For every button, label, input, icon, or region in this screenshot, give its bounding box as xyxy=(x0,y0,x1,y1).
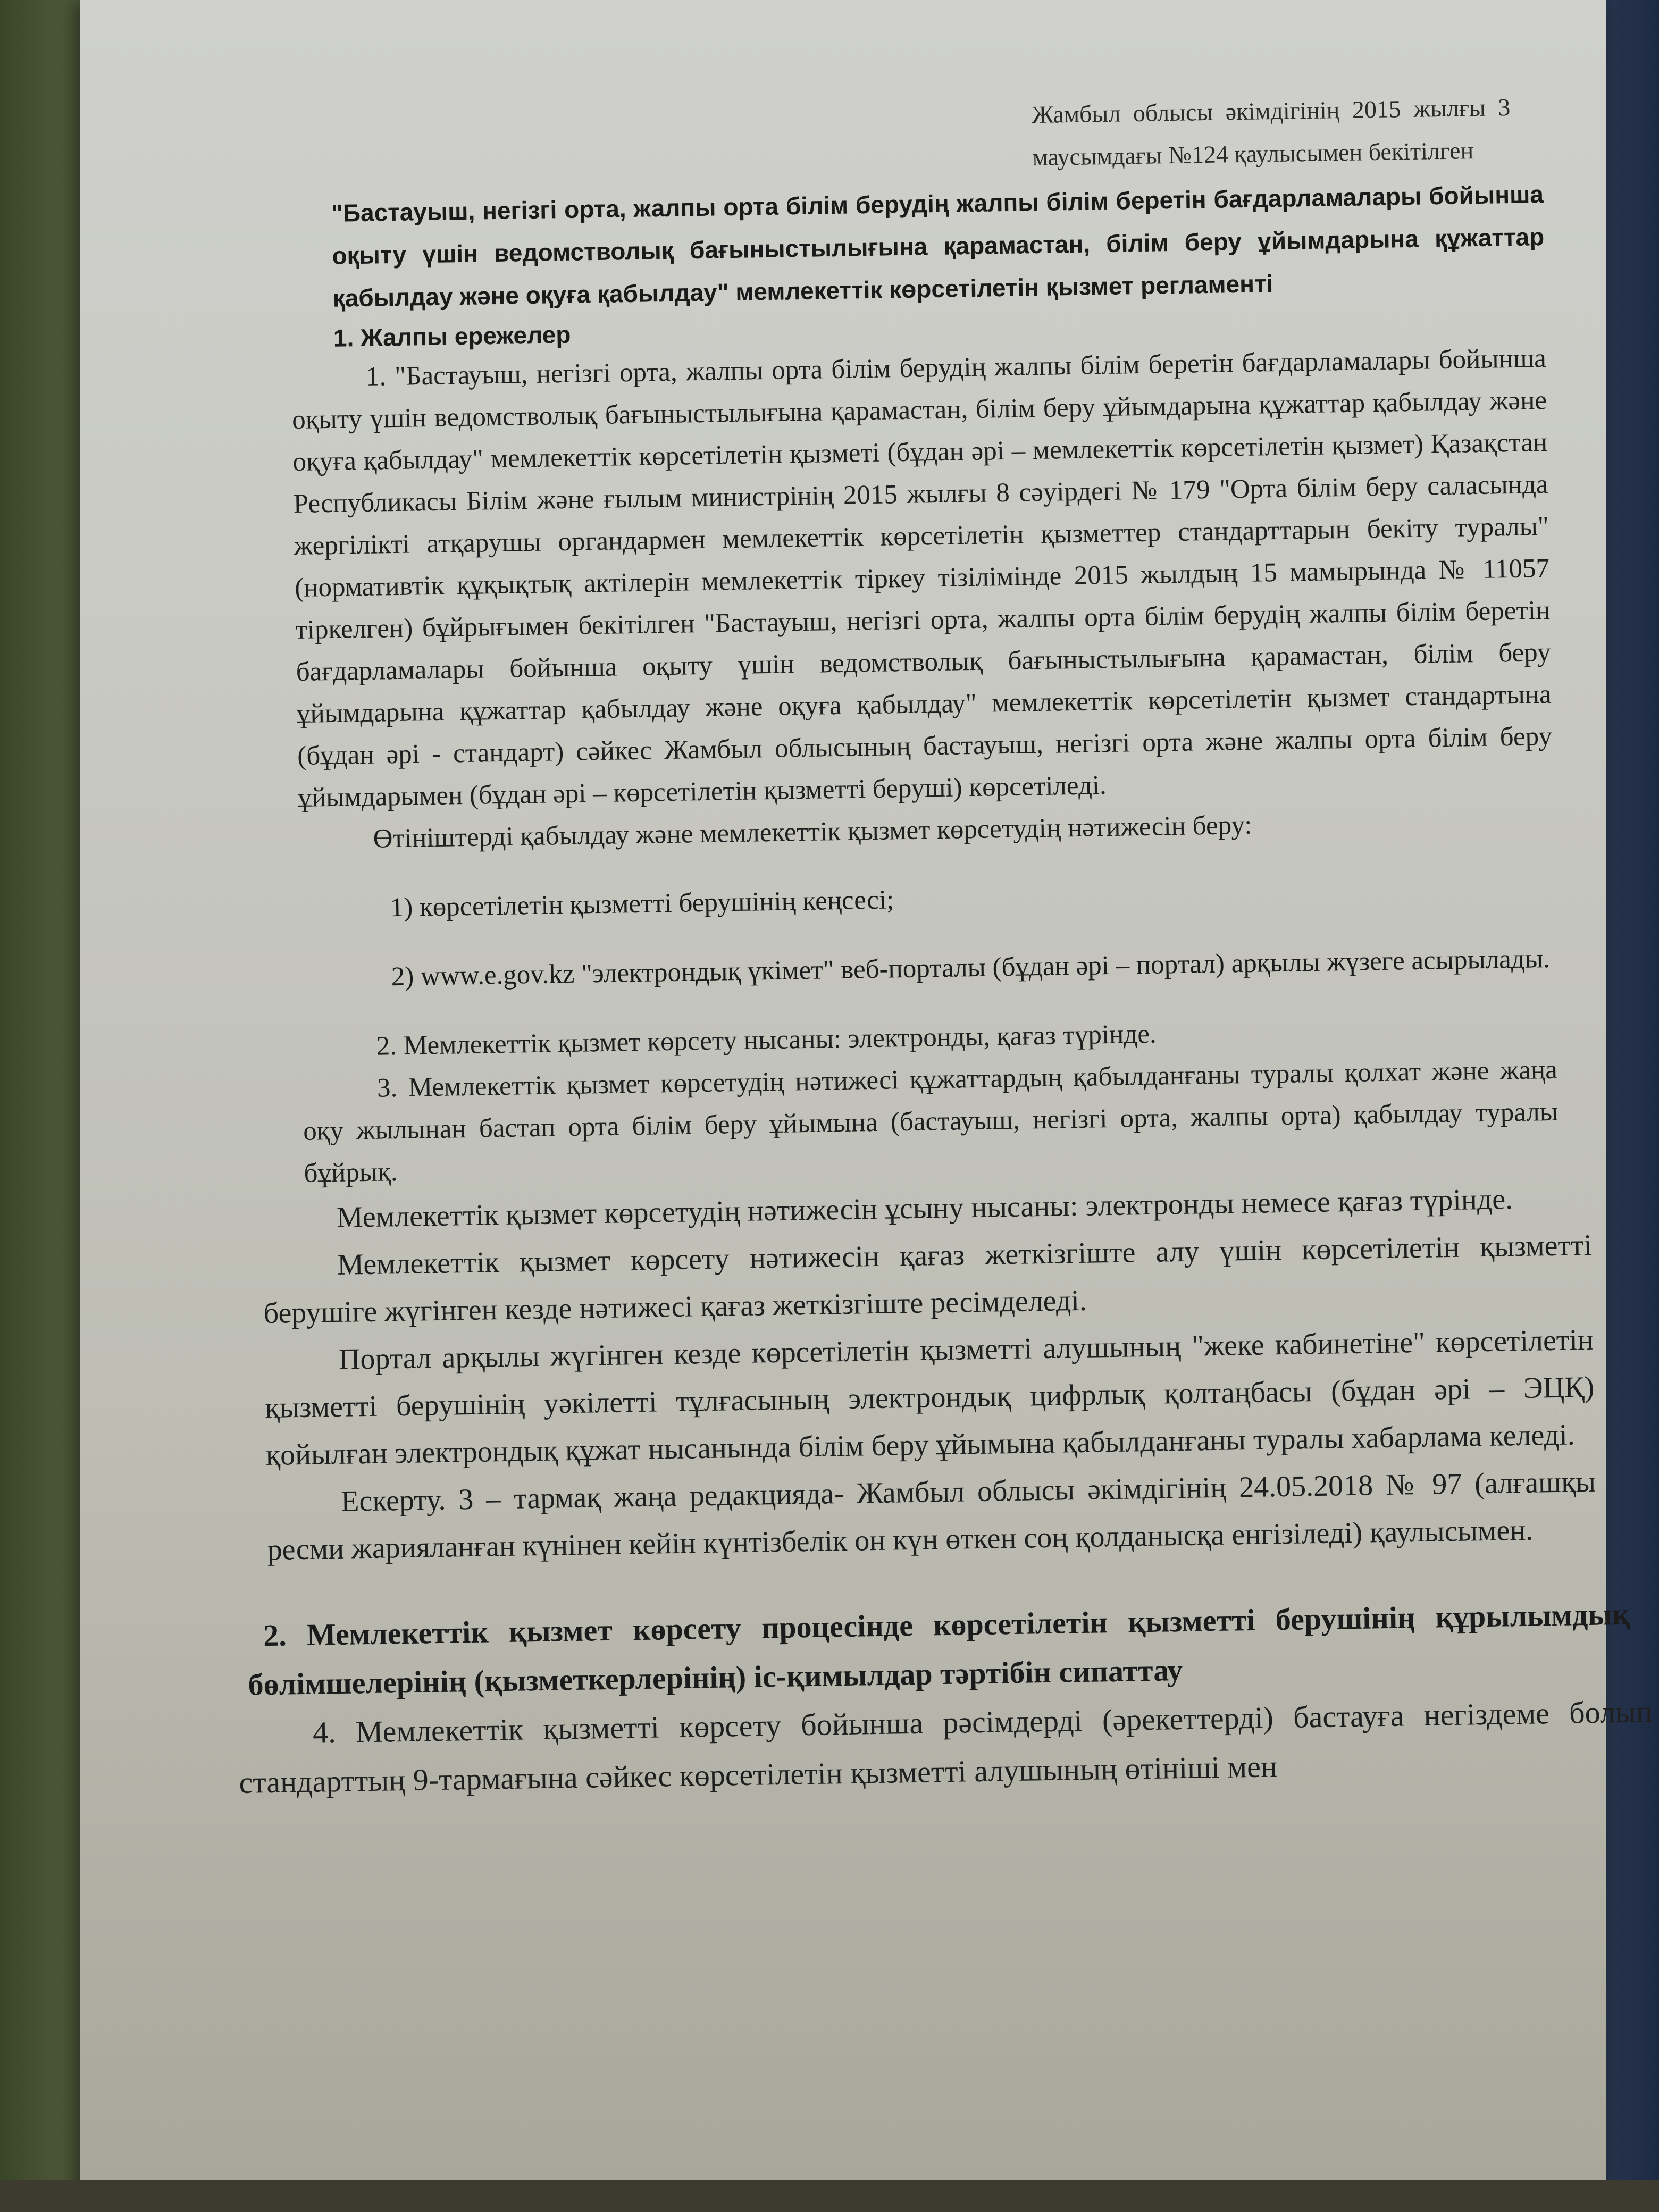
document-title: "Бастауыш, негізгі орта, жалпы орта білім берудің жалпы білім беретін бағдарламалары бойынша оқыту үшін ведомстволық бағыныстылығына қарамастан, білім беру ұйымдарына құжаттар қабылдау және оқуға қабылдау" мемлекеттік көрсетілетін қызмет регламенті xyxy=(331,180,1545,312)
paragraph-applications: Өтініштерді қабылдау және мемлекеттік қызмет көрсетудің нәтижесін беру: xyxy=(373,810,1252,854)
paragraph-2: 2. Мемлекеттік қызмет көрсету нысаны: электронды, қағаз түрінде. xyxy=(376,1019,1157,1061)
document-content xyxy=(223,86,1653,1807)
background-bottom xyxy=(0,2180,1659,2212)
paragraph-1: 1. "Бастауыш, негізгі орта, жалпы орта білім берудің жалпы білім беретін бағдарламалары бойынша оқыту үшін ведомстволық бағыныстылығына қарамастан, білім беру ұйымдарына құжаттар қабылдау және оқуға қабылдау" мемлекеттік көрсетілетін қызметі (бұдан әрі – мемлекеттік көрсетілетін қызмет) Қазақстан Республикасы Білім және ғылым министрінің 2015 жылғы 8 сәуірдегі № 179 "Орта білім беру саласында жергілікті атқарушы органдармен мемлекеттік көрсетілетін қызметтер стандарттарын бекіту туралы" (нормативтік құқықтық актілерін мемлекеттік тіркеу тізілімінде 2015 жылдың 15 мамырында № 11057 тіркелген) бұйрығымен бекітілген "Бастауыш, негізгі орта, жалпы орта білім берудің жалпы білім беретін бағдарламалары бойынша оқыту үшін ведомстволық бағыныстылығына қарамастан, білім беру ұйымдарына құжаттар қабылдау және оқуға қабылдау" мемлекеттік көрсетілетін қызмет стандартына (бұдан әрі - стандарт) сәйкес Жамбыл облысының бастауыш, негізгі орта және жалпы орта білім беру ұйымдарымен (бұдан әрі – көрсетілетін қызметті беруші) көрсетіледі. xyxy=(291,343,1553,813)
paragraph-note: Ескерту. 3 – тармақ жаңа редакцияда- Жамбыл облысы әкімдігінің 24.05.2018 № 97 (алғашқы ресми жарияланған күнінен кейін күнтізбелік он күн өткен соң қолданысқа енгізіледі) қаулысымен. xyxy=(267,1465,1596,1567)
paragraph-4: 4. Мемлекеттік қызметті көрсету бойынша рәсімдерді (әрекеттерді) бастауға негіздеме болып стандарттың 9-тармағына сәйкес көрсетілетін қызметті алушының өтініші мен xyxy=(239,1694,1653,1800)
paragraph-3: 3. Мемлекеттік қызмет көрсетудің нәтижесі құжаттардың қабылданғаны туралы қолхат және жаңа оқу жылынан бастап орта білім беру ұйымына (бастауыш, негізгі орта, жалпы орта) қабылдау туралы бұйрық. xyxy=(303,1054,1559,1188)
paragraph-result-form: Мемлекеттік қызмет көрсетудің нәтижесін ұсыну нысаны: электронды немесе қағаз түрінде. xyxy=(336,1183,1513,1234)
document-page xyxy=(80,0,1653,2212)
list-item-2: 2) www.e.gov.kz "электрондық үкімет" веб-порталы (бұдан әрі – портал) арқылы жүзеге асырылады. xyxy=(391,944,1551,992)
section2-heading: 2. Мемлекеттік қызмет көрсету процесінде көрсетілетін қызметті берушінің құрылымдық бөлімшелерінің (қызметкерлерінің) іс-қимылдар тәртібін сипаттау xyxy=(248,1596,1630,1702)
section1-heading: 1. Жалпы ережелер xyxy=(333,320,571,352)
paragraph-portal: Портал арқылы жүгінген кезде көрсетілетін қызметті алушының "жеке кабинетіне" көрсетілетін қызметті берушінің уәкілетті тұлғасының электрондық цифрлық қолтаңбасы (бұдан әрі – ЭЦҚ) қойылған электрондық құжат нысанында білім беру ұйымына қабылданғаны туралы хабарлама келеді. xyxy=(264,1323,1595,1472)
paragraph-paper-result: Мемлекеттік қызмет көрсету нәтижесін қағаз жеткізгіште алу үшін көрсетілетін қызметті берушіге жүгінген кезде нәтижесі қағаз жеткізгіште ресімделеді. xyxy=(263,1228,1593,1330)
approval-header: Жамбыл облысы әкімдігінің 2015 жылғы 3 маусымдағы №124 қаулысымен бекітілген xyxy=(1032,93,1511,171)
list-item-1: 1) көрсетілетін қызметті берушінің кеңсесі; xyxy=(390,885,894,923)
